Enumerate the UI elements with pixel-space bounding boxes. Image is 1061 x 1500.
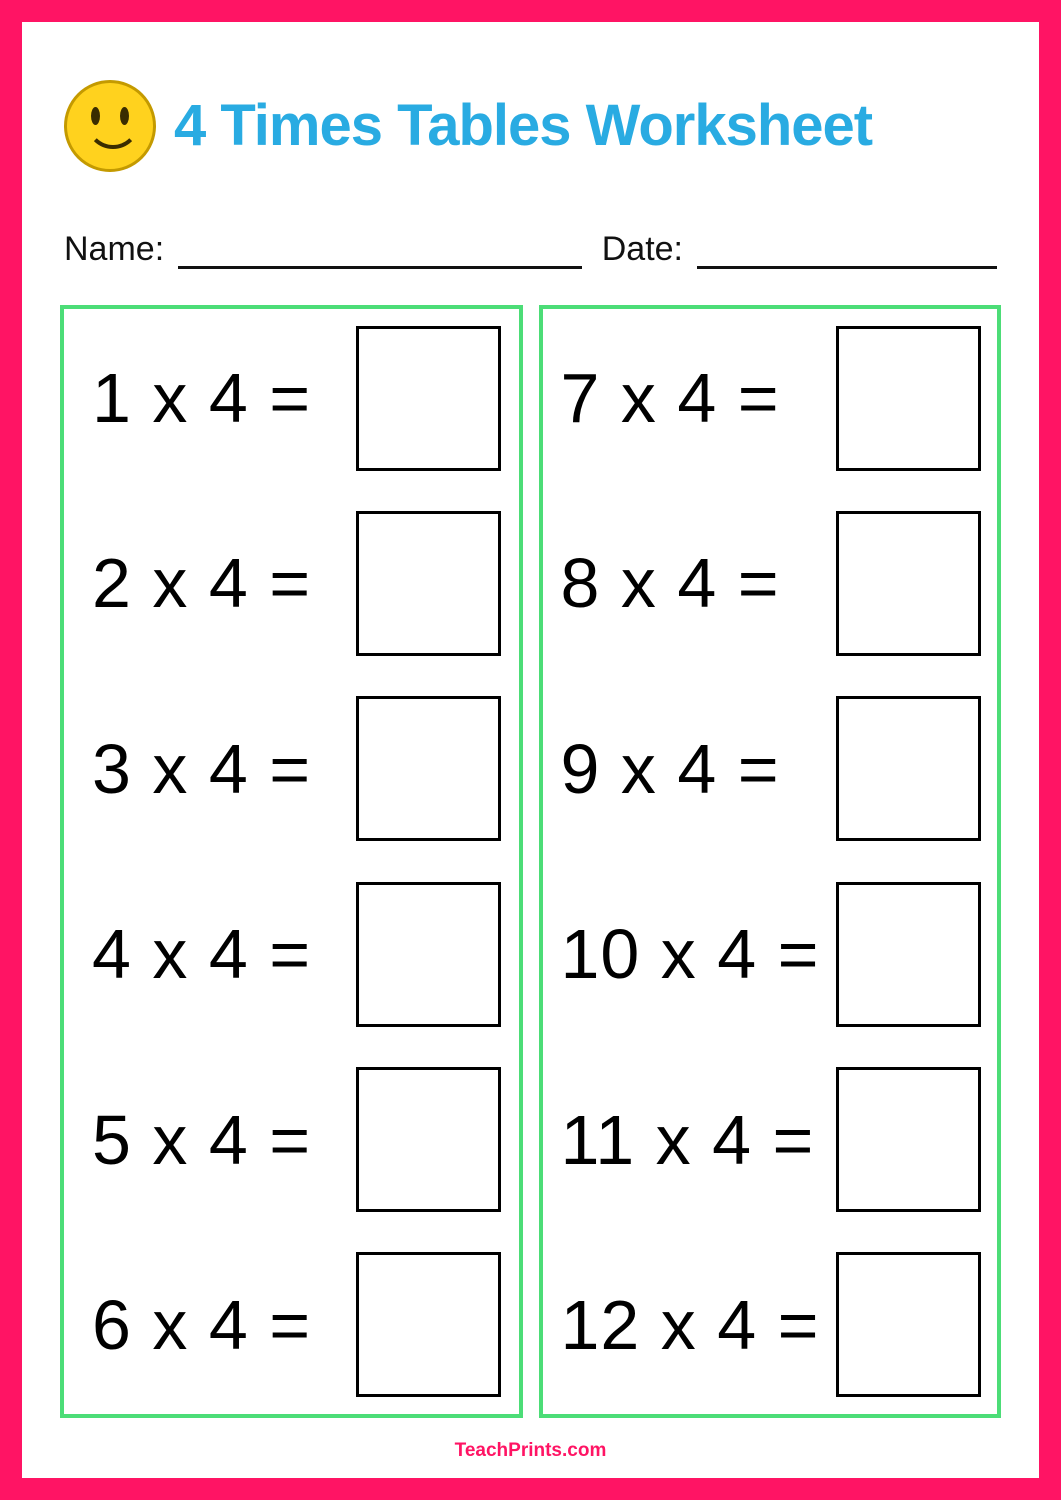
- problem-expression: 11 x 4 =: [560, 1100, 815, 1179]
- problem-expression: 7 x 4 =: [560, 359, 780, 437]
- answer-box[interactable]: [836, 1252, 981, 1397]
- answer-box[interactable]: [356, 511, 501, 656]
- worksheet-header: [52, 80, 1009, 172]
- problems-area: [52, 305, 1009, 1418]
- problem-row: [553, 508, 988, 658]
- worksheet-sheet: [22, 22, 1039, 1478]
- problem-row: [74, 1250, 509, 1400]
- problem-row: [74, 1065, 509, 1215]
- problem-expression: 3 x 4 =: [92, 729, 312, 808]
- problem-expression: 5 x 4 =: [92, 1100, 312, 1179]
- name-label: Name:: [64, 230, 165, 268]
- problem-row: [553, 879, 988, 1029]
- answer-box[interactable]: [836, 511, 981, 656]
- name-date-row: [52, 230, 1009, 269]
- smiley-mouth-icon: [86, 119, 140, 149]
- answer-box[interactable]: [356, 696, 501, 841]
- problem-row: [553, 1250, 988, 1400]
- answer-box[interactable]: [356, 326, 501, 471]
- problem-row: [553, 1065, 988, 1215]
- problem-expression: 1 x 4 =: [92, 359, 312, 437]
- problem-column-left: [60, 305, 523, 1418]
- answer-box[interactable]: [356, 1067, 501, 1212]
- problem-row: [74, 323, 509, 473]
- problem-row: [74, 879, 509, 1029]
- name-input[interactable]: [178, 236, 582, 269]
- problem-expression: 6 x 4 =: [92, 1285, 312, 1364]
- date-label: Date:: [601, 230, 683, 268]
- problem-expression: 4 x 4 =: [92, 915, 312, 994]
- problem-row: [74, 694, 509, 844]
- problem-expression: 9 x 4 =: [560, 729, 780, 808]
- footer-credit: TeachPrints.com: [454, 1440, 607, 1461]
- smiley-face-icon: [64, 80, 156, 172]
- problem-expression: 2 x 4 =: [92, 544, 312, 623]
- problem-column-right: [539, 305, 1002, 1418]
- answer-box[interactable]: [836, 1067, 981, 1212]
- problem-expression: 8 x 4 =: [560, 544, 780, 623]
- answer-box[interactable]: [356, 1252, 501, 1397]
- answer-box[interactable]: [836, 326, 981, 471]
- problem-row: [553, 323, 988, 473]
- problem-expression: 12 x 4 =: [560, 1285, 820, 1364]
- problem-row: [553, 694, 988, 844]
- answer-box[interactable]: [356, 882, 501, 1027]
- answer-box[interactable]: [836, 696, 981, 841]
- answer-box[interactable]: [836, 882, 981, 1027]
- date-input[interactable]: [697, 236, 997, 269]
- problem-row: [74, 508, 509, 658]
- page-title: 4 Times Tables Worksheet: [174, 93, 873, 158]
- problem-expression: 10 x 4 =: [560, 915, 820, 994]
